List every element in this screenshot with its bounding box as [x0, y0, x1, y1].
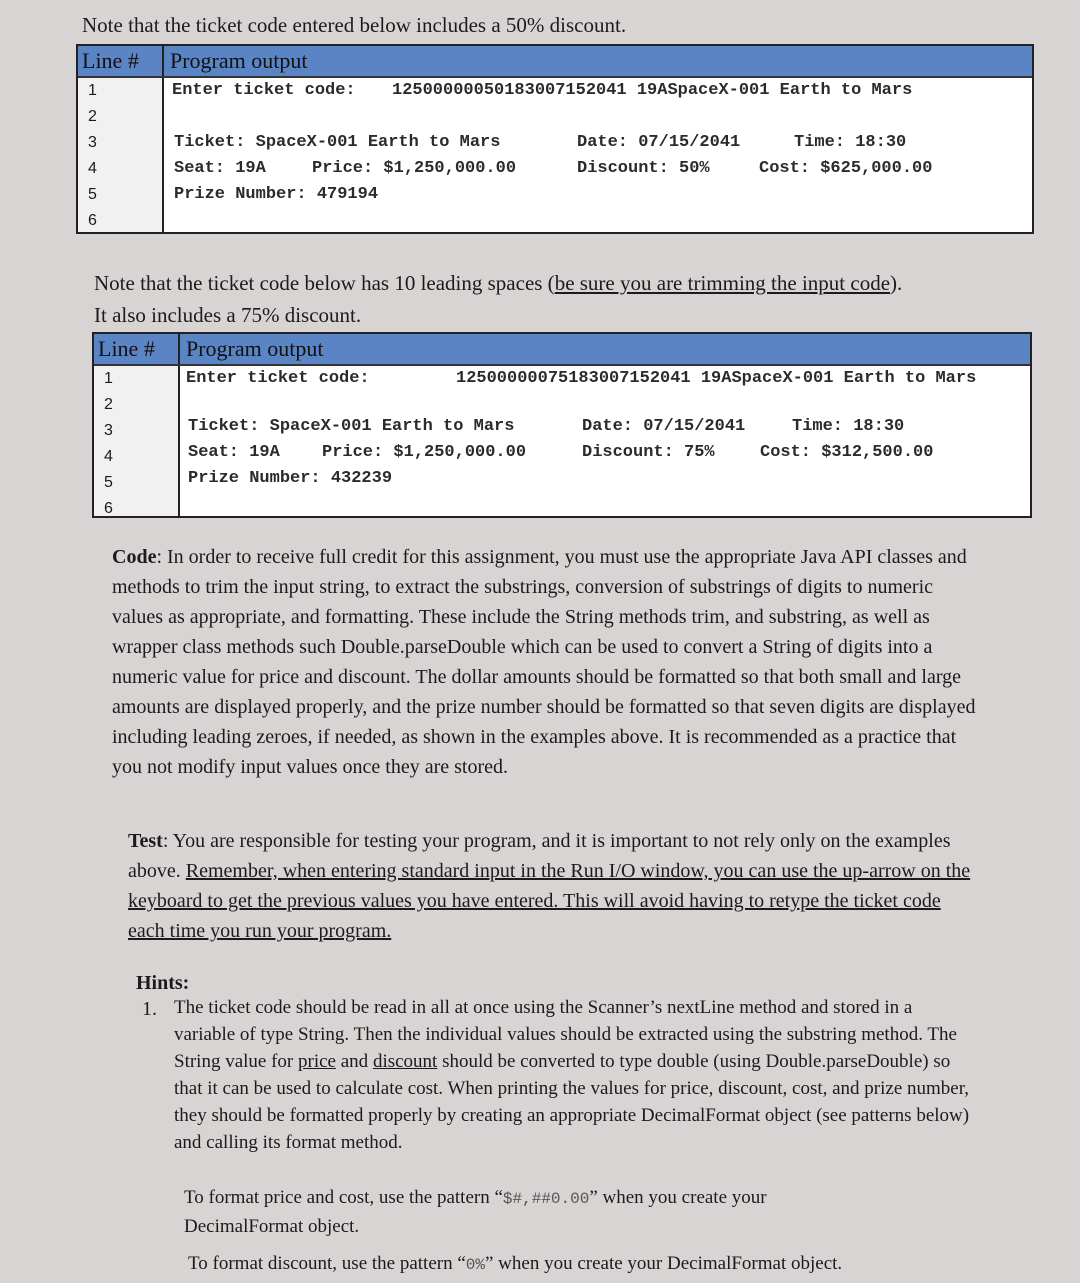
ticket-line: Ticket: SpaceX-001 Earth to Mars	[174, 133, 501, 152]
program-output	[164, 78, 1032, 232]
price-format-post: ” when you create your DecimalFormat object.	[184, 1187, 767, 1237]
line-number: 5	[88, 186, 97, 203]
hint-discount-word: discount	[372, 1051, 438, 1072]
ticket-line: Ticket: SpaceX-001 Earth to Mars	[188, 417, 515, 436]
hint-and-word: and	[336, 1051, 373, 1072]
discount-format-pre: To format discount, use the pattern “	[188, 1253, 466, 1274]
test-text: : You are responsible for testing your program, and it is important to not rely only on the examples above.	[128, 830, 951, 882]
prize-line: Prize Number: 432239	[188, 469, 393, 488]
line-number: 6	[88, 212, 97, 229]
line-number-column	[78, 78, 164, 232]
discount-format-pattern: 0%	[465, 1256, 485, 1274]
price-format-pattern: $#,##0.00	[502, 1190, 590, 1208]
code-paragraph	[112, 542, 984, 782]
discount-line: Discount: 75%	[582, 443, 715, 462]
program-output	[180, 366, 1030, 516]
prize-line: Prize Number: 479194	[174, 185, 379, 204]
line-number: 4	[88, 160, 97, 177]
line-number-column	[94, 366, 180, 516]
code-text: : In order to receive full credit for this assignment, you must use the appropriate Java API classes and methods to trim the input string, to extract the substrings, conversion of substrings of digits to numeric values as appropriate, and formatting. These include the String methods trim, and substring, as well as wrapper class methods such Double.parseDouble which can be used to convert a String of digits into a numeric value for price and discount. The dollar amounts should be formatted so that both small and large amounts are displayed properly, and the prize number should be formatted so that seven digits are displayed including leading zeroes, if needed, as shown in the examples above. It is recommended as a practice that you not modify input values once they are stored.	[112, 546, 976, 778]
header-line-number: Line #	[78, 46, 164, 76]
hint-number: 1.	[142, 998, 157, 1020]
line-number: 2	[104, 396, 113, 413]
time-line: Time: 18:30	[794, 133, 907, 152]
trim-reminder: be sure you are trimming the input code	[554, 271, 891, 295]
price-line: Price: $1,250,000.00	[312, 159, 517, 178]
note-leading-spaces	[94, 268, 902, 298]
hint-text-pre: The ticket code should be read in all at once using the Scanner’s nextLine method and stored in a variable of type String. Then the individual values should be extracted using the substring method. The String value for	[174, 997, 957, 1072]
output-table-1	[76, 44, 1034, 234]
line-number: 5	[104, 474, 113, 491]
header-program-output: Program output	[186, 336, 324, 361]
prompt-text: Enter ticket code:	[172, 81, 366, 100]
test-underlined-text: Remember, when entering standard input in the Run I/O window, you can use the up-arrow on the keyboard to get the previous values you have entered. This will avoid having to retype the ticket code each time you run your program.	[128, 860, 971, 942]
discount-format-note	[188, 1250, 1048, 1279]
line-number: 3	[104, 422, 113, 439]
hint-text-post: should be converted to type double (using Double.parseDouble) so that it can be used to calculate cost. When printing the values for price, discount, cost, and prize number, they should be formatted properly by creating an appropriate DecimalFormat object (see patterns below) and calling its format method.	[174, 1051, 970, 1153]
header-program-output: Program output	[170, 48, 308, 73]
seat-line: Seat: 19A	[188, 443, 280, 462]
price-format-pre: To format price and cost, use the pattern “	[184, 1187, 503, 1208]
table-header	[78, 46, 1032, 78]
cost-line: Cost: $625,000.00	[759, 159, 933, 178]
hints-title: Hints:	[136, 972, 190, 994]
line-number: 1	[88, 82, 97, 99]
line-number: 4	[104, 448, 113, 465]
discount-format-post: ” when you create your DecimalFormat object.	[485, 1253, 843, 1274]
ticket-code-input: 12500000050183007152041 19ASpaceX-001 Earth to Mars	[392, 81, 913, 100]
note2-text: Note that the ticket code below has 10 leading spaces (	[94, 271, 555, 295]
line-number: 2	[88, 108, 97, 125]
price-format-note	[184, 1184, 884, 1240]
header-line-number: Line #	[94, 334, 180, 364]
test-paragraph	[128, 826, 978, 946]
line-number: 6	[104, 500, 113, 517]
line-number: 3	[88, 134, 97, 151]
cost-line: Cost: $312,500.00	[760, 443, 934, 462]
date-line: Date: 07/15/2041	[582, 417, 746, 436]
table-header	[94, 334, 1030, 366]
time-line: Time: 18:30	[792, 417, 905, 436]
output-table-2	[92, 332, 1032, 518]
note-75-discount: It also includes a 75% discount.	[94, 303, 362, 327]
note-50-discount: Note that the ticket code entered below includes a 50% discount.	[82, 13, 627, 37]
line-number: 1	[104, 370, 113, 387]
discount-line: Discount: 50%	[577, 159, 710, 178]
code-label: Code	[112, 546, 157, 568]
test-label: Test	[128, 830, 163, 852]
hint-price-word: price	[298, 1051, 336, 1072]
note2-text-end: ).	[890, 271, 903, 295]
seat-line: Seat: 19A	[174, 159, 266, 178]
price-line: Price: $1,250,000.00	[322, 443, 527, 462]
date-line: Date: 07/15/2041	[577, 133, 741, 152]
ticket-code-input: 12500000075183007152041 19ASpaceX-001 Earth to Mars	[456, 369, 977, 388]
hint-1-text	[174, 994, 974, 1156]
prompt-text: Enter ticket code:	[186, 369, 370, 388]
